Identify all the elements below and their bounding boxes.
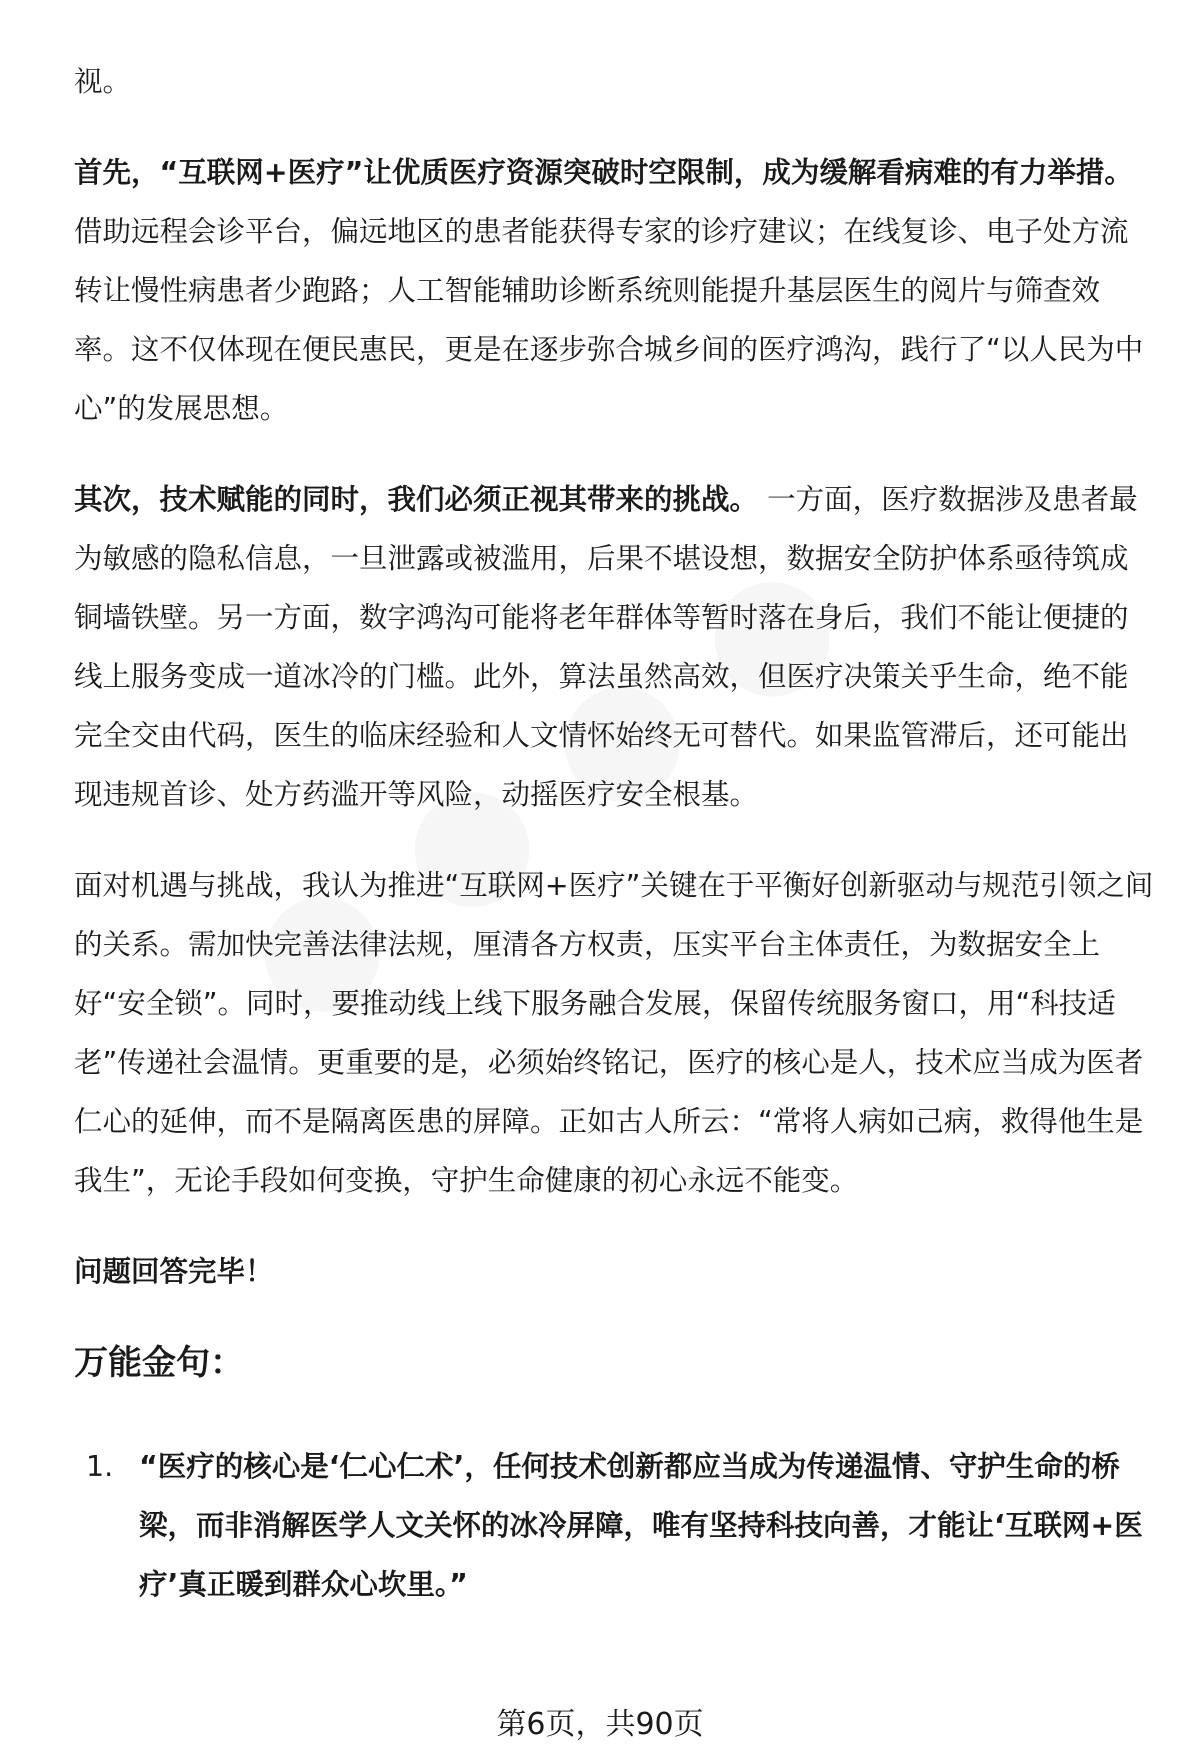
paragraph-2 [74, 470, 1154, 824]
list-item [74, 1437, 1154, 1614]
document-page [74, 52, 1154, 1614]
list-item-text: “医疗的核心是‘仁心仁术’，任何技术创新都应当成为传递温情、守护生命的桥梁，而非消解医学人文关怀的冰冷屏障，唯有坚持科技向善，才能让‘互联网+医疗’真正暖到群众心坎里。” [139, 1450, 1143, 1601]
closing-line: 问题回答完毕！ [74, 1255, 274, 1288]
page-number-footer: 第6页，共90页 [496, 1707, 704, 1742]
paragraph-2-lead: 其次，技术赋能的同时，我们必须正视其带来的挑战。 [74, 483, 759, 516]
section-heading: 万能金句： [74, 1343, 244, 1383]
paragraph-1 [74, 143, 1154, 438]
lead-fragment: 视。 [74, 65, 132, 98]
paragraph-1-lead: 首先，“互联网+医疗”让优质医疗资源突破时空限制，成为缓解看病难的有力举措。 [74, 156, 1133, 189]
paragraph-3: 面对机遇与挑战，我认为推进“互联网+医疗”关键在于平衡好创新驱动与规范引领之间的关系。需加快完善法律法规，厘清各方权责，压实平台主体责任，为数据安全上好“安全锁”。同时，要推动线上线下服务融合发展，保留传统服务窗口，用“科技适老”传递社会温情。更重要的是，必须始终铭记，医疗的核心是人，技术应当成为医者仁心的延伸，而不是隔离医患的屏障。正如古人所云：“常将人病如己病，救得他生是我生”，无论手段如何变换，守护生命健康的初心永远不能变。 [74, 869, 1154, 1197]
paragraph-2-body: 一方面，医疗数据涉及患者最为敏感的隐私信息，一旦泄露或被滥用，后果不堪设想，数据安全防护体系亟待筑成铜墙铁壁。另一方面，数字鸿沟可能将老年群体等暂时落在身后，我们不能让便捷的线上服务变成一道冰冷的门槛。此外，算法虽然高效，但医疗决策关乎生命，绝不能完全交由代码，医生的临床经验和人文情怀始终无可替代。如果监管滞后，还可能出现违规首诊、处方药滥开等风险，动摇医疗安全根基。 [74, 483, 1138, 811]
list-item-number: 1. [86, 1450, 114, 1483]
paragraph-1-body: 借助远程会诊平台，偏远地区的患者能获得专家的诊疗建议；在线复诊、电子处方流转让慢性病患者少跑路；人工智能辅助诊断系统则能提升基层医生的阅片与筛查效率。这不仅体现在便民惠民，更是在逐步弥合城乡间的医疗鸿沟，践行了“以人民为中心”的发展思想。 [74, 215, 1144, 425]
